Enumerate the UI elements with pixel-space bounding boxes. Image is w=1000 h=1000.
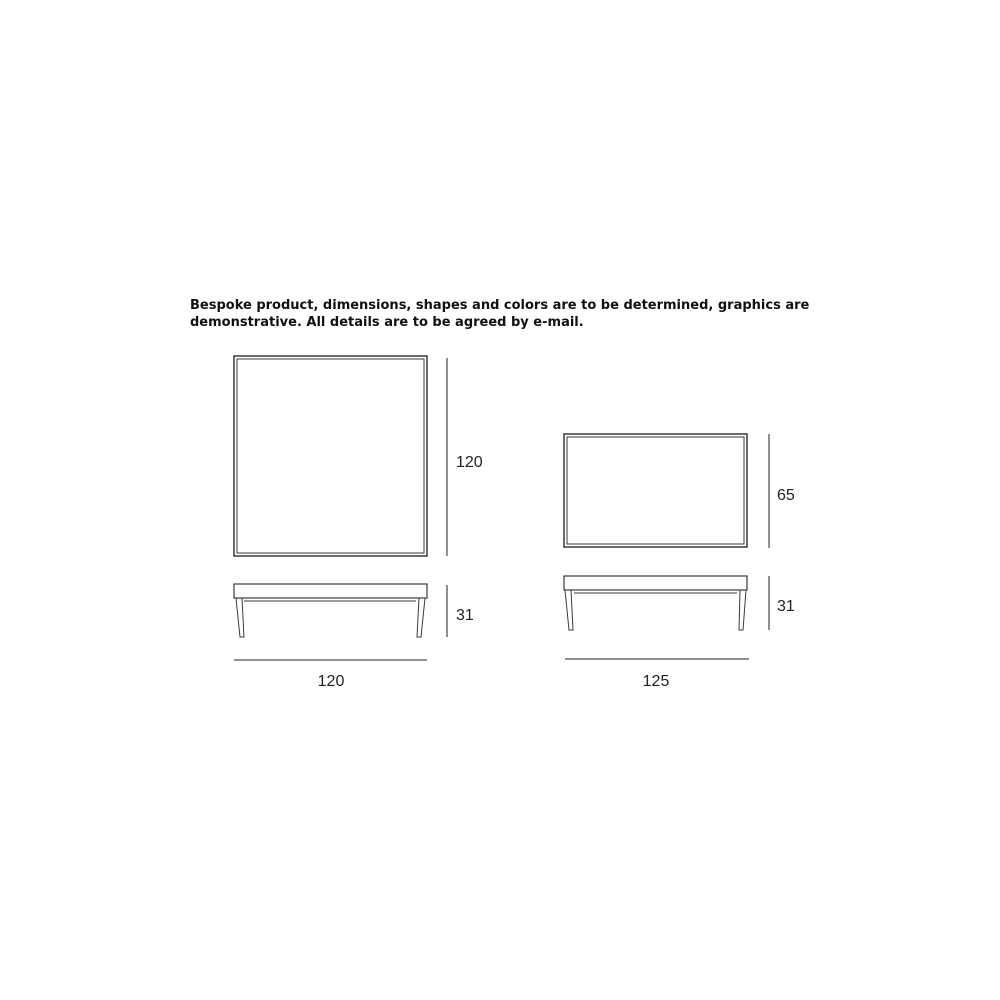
table-2-drawing (564, 434, 795, 690)
table-1-side-view (234, 584, 427, 637)
table-1-top-view (234, 356, 427, 556)
table-1-depth-label: 120 (456, 454, 483, 471)
table-2-side-view (564, 576, 747, 630)
table-2-top-view (564, 434, 747, 547)
table-1-drawing (234, 356, 483, 690)
disclaimer-line-1: Bespoke product, dimensions, shapes and colors are to be determined, graphics are (190, 298, 810, 313)
table-1-height-label: 31 (456, 607, 474, 624)
disclaimer-line-2: demonstrative. All details are to be agreed by e-mail. (190, 315, 584, 330)
table-2-width-label: 125 (642, 673, 670, 690)
table-2-height-label: 31 (777, 598, 795, 615)
table-2-depth-label: 65 (777, 487, 795, 504)
table-1-width-label: 120 (317, 673, 345, 690)
